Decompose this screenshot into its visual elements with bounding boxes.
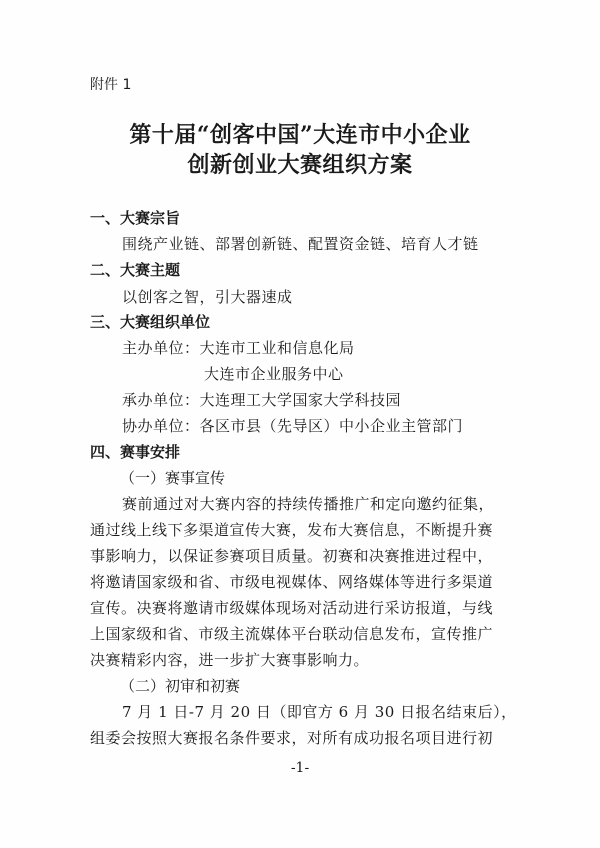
paragraph-line: 事影响力，以保证参赛项目质量。初赛和决赛推进过程中， <box>90 547 494 565</box>
section-text-theme: 以创客之智，引大器速成 <box>122 288 293 306</box>
paragraph-line: 组委会按照大赛报名条件要求，对所有成功报名项目进行初 <box>90 729 494 747</box>
section-text-purpose: 围绕产业链、部署创新链、配置资金链、培育人才链 <box>122 235 479 253</box>
paragraph-line: 将邀请国家级和省、市级电视媒体、网络媒体等进行多渠道 <box>90 573 494 591</box>
organizer-co-organizer: 协办单位：各区市县（先导区）中小企业主管部门 <box>122 417 464 435</box>
subsection-heading-preliminary: （二）初审和初赛 <box>120 677 241 695</box>
section-heading-purpose: 一、大赛宗旨 <box>90 209 181 227</box>
paragraph-line: 通过线上线下多渠道宣传大赛，发布大赛信息，不断提升赛 <box>90 521 494 539</box>
paragraph-line: 赛前通过对大赛内容的持续传播推广和定向邀约征集， <box>122 495 495 513</box>
attachment-label: 附件 1 <box>90 77 132 93</box>
paragraph-line: 决赛精彩内容，进一步扩大赛事影响力。 <box>90 651 370 669</box>
organizer-undertaker: 承办单位：大连理工大学国家大学科技园 <box>122 391 402 409</box>
document-title-line-1: 第十届“创客中国”大连市中小企业 <box>129 122 471 148</box>
organizer-host: 主办单位：大连市工业和信息化局 <box>122 339 355 357</box>
section-heading-organizers: 三、大赛组织单位 <box>90 313 211 331</box>
paragraph-line: 7 月 1 日-7 月 20 日（即官方 6 月 30 日报名结束后）， <box>122 703 517 721</box>
paragraph-line: 宣传。决赛将邀请市级媒体现场对活动进行采访报道，与线 <box>90 599 494 617</box>
organizer-host-second: 大连市企业服务中心 <box>204 365 344 383</box>
section-heading-theme: 二、大赛主题 <box>90 261 181 279</box>
document-title-line-2: 创新创业大赛组织方案 <box>187 152 413 178</box>
page-number: -1- <box>290 760 310 776</box>
section-heading-schedule: 四、赛事安排 <box>90 443 181 461</box>
paragraph-line: 上国家级和省、市级主流媒体平台联动信息发布，宣传推广 <box>90 625 494 643</box>
subsection-heading-publicity: （一）赛事宣传 <box>120 469 226 487</box>
